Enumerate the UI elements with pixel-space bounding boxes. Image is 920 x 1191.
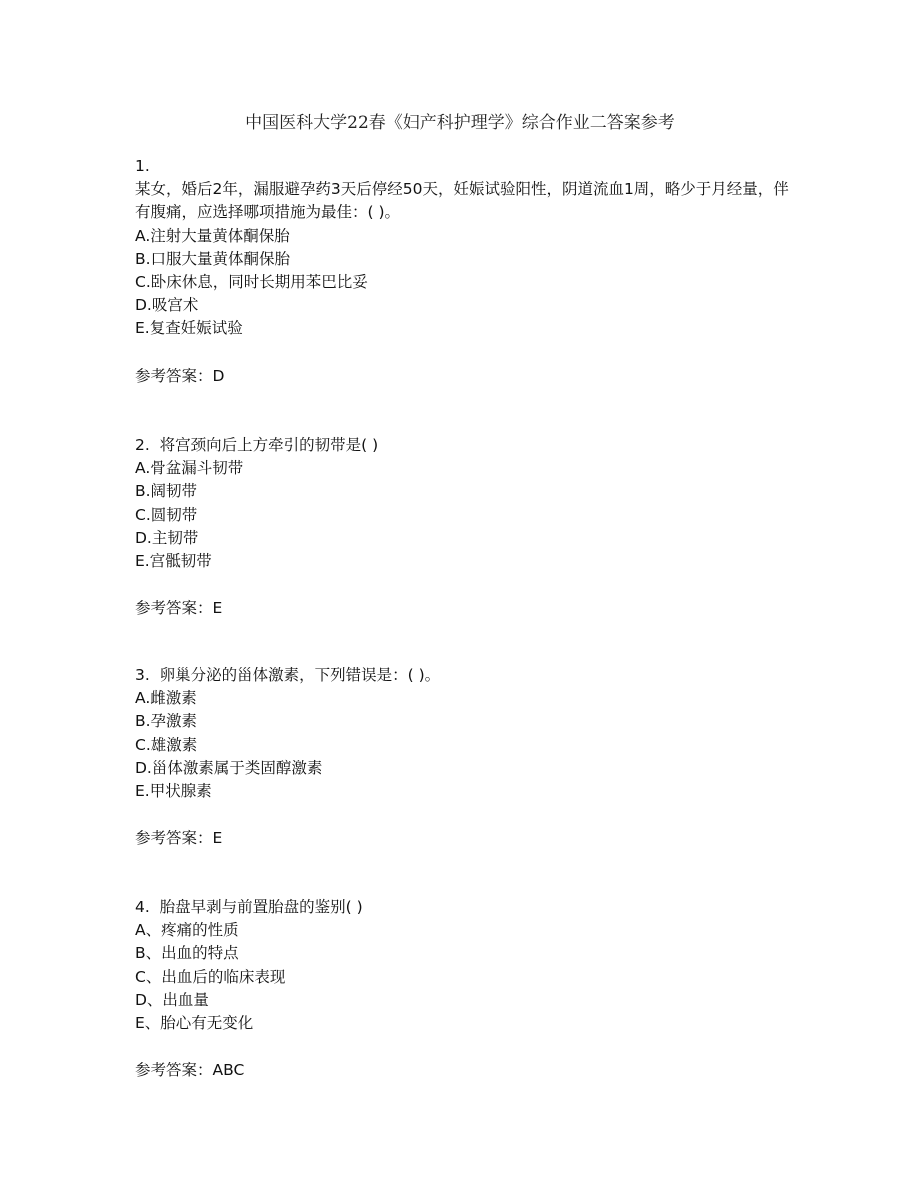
- option-c: C.雄激素: [135, 735, 198, 754]
- option-e: E.复查妊娠试验: [135, 319, 243, 338]
- question-number: 2.: [135, 436, 150, 454]
- reference-answer: 参考答案：ABC: [135, 1061, 245, 1080]
- question-number: 1.: [135, 157, 150, 175]
- option-d: D.甾体激素属于类固醇激素: [135, 758, 323, 777]
- option-d: D.主韧带: [135, 528, 199, 547]
- question-number: 3.: [135, 666, 150, 684]
- question-2: [135, 434, 790, 620]
- question-stem: 胎盘早剥与前置胎盘的鉴别( ): [159, 898, 363, 916]
- reference-answer: 参考答案：D: [135, 366, 225, 385]
- document-title: 中国医科大学22春《妇产科护理学》综合作业二答案参考: [245, 113, 675, 133]
- option-a: A.雌激素: [135, 689, 197, 708]
- option-e: E、胎心有无变化: [135, 1014, 254, 1033]
- option-b: B、出血的特点: [135, 944, 239, 963]
- option-c: C.圆韧带: [135, 505, 198, 524]
- option-d: D、出血量: [135, 990, 209, 1009]
- reference-answer: 参考答案：E: [135, 599, 223, 618]
- question-number: 4.: [135, 898, 150, 916]
- option-d: D.吸宫术: [135, 296, 199, 315]
- option-a: A、疼痛的性质: [135, 921, 239, 940]
- option-e: E.甲状腺素: [135, 782, 212, 801]
- option-e: E.宫骶韧带: [135, 552, 212, 571]
- question-4: [135, 896, 790, 1082]
- option-c: C.卧床休息，同时长期用苯巴比妥: [135, 273, 368, 292]
- option-c: C、出血后的临床表现: [135, 967, 286, 986]
- question-stem: 卵巢分泌的甾体激素，下列错误是：( )。: [159, 666, 441, 684]
- option-b: B.孕激素: [135, 712, 198, 731]
- question-stem: 某女，婚后2年，漏服避孕药3天后停经50天，妊娠试验阳性，阴道流血1周，略少于月经量，伴有腹痛，应选择哪项措施为最佳：( )。: [135, 180, 789, 222]
- reference-answer: 参考答案：E: [135, 829, 223, 848]
- option-b: B.阔韧带: [135, 482, 198, 501]
- question-stem: 将宫颈向后上方牵引的韧带是( ): [159, 436, 379, 454]
- option-a: A.注射大量黄体酮保胎: [135, 226, 290, 245]
- option-a: A.骨盆漏斗韧带: [135, 459, 244, 478]
- option-b: B.口服大量黄体酮保胎: [135, 249, 291, 268]
- question-1: [135, 155, 790, 388]
- question-3: [135, 664, 790, 850]
